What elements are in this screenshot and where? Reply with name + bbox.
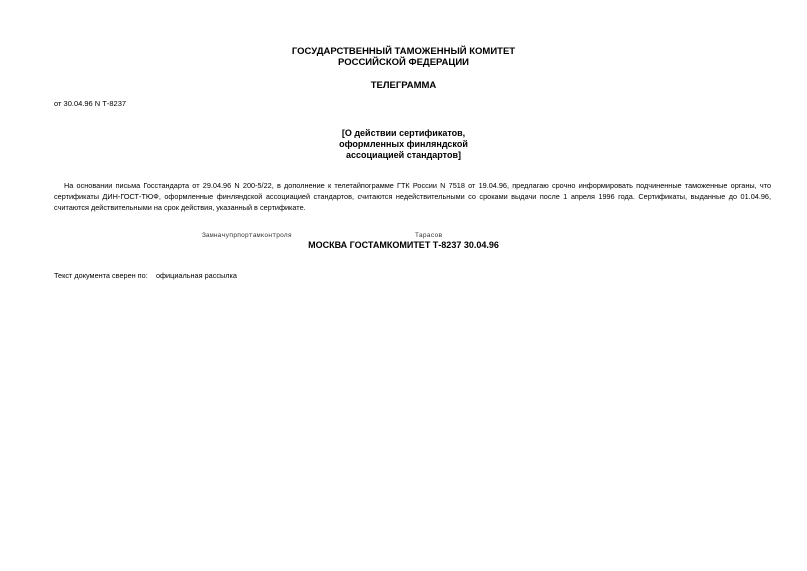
subject-line-2: оформленных финляндской <box>339 139 468 149</box>
document-type-title: ТЕЛЕГРАММА <box>370 80 437 91</box>
document-subject <box>0 128 807 161</box>
document-body: На основании письма Госстандарта от 29.04.96 N 200-5/22, в дополнение к телетайпограмме ГТК России N 7518 от 19.04.96, предлагаю срочно информировать подчиненные таможенные органы, что сертификаты ДИН-ГОСТ-ТЮФ, оформленные финляндской ассоциацией стандартов, считаются недействительными со сроками выдачи после 1 апреля 1996 года. Сертификаты, выданные до 01.04.96, считаются действительными на срок действия, указанный в сертификате. <box>54 181 771 212</box>
issuer-line-2: РОССИЙСКОЙ ФЕДЕРАЦИИ <box>337 57 469 68</box>
telegram-address-line: МОСКВА ГОСТАМКОМИТЕТ Т-8237 30.04.96 <box>308 240 499 250</box>
verification-label: Текст документа сверен по: <box>54 271 148 280</box>
signatory-name: Тарасов <box>415 232 443 239</box>
issuer-heading <box>0 46 807 68</box>
signatory-position: Замначупрпортамконтроля <box>202 232 292 239</box>
verification-value: официальная рассылка <box>156 271 237 280</box>
subject-line-3: ассоциацией стандартов] <box>346 150 461 160</box>
subject-line-1: [О действии сертификатов, <box>341 128 466 138</box>
document-reference: от 30.04.96 N Т-8237 <box>54 99 127 108</box>
issuer-line-1: ГОСУДАРСТВЕННЫЙ ТАМОЖЕННЫЙ КОМИТЕТ <box>291 46 516 57</box>
